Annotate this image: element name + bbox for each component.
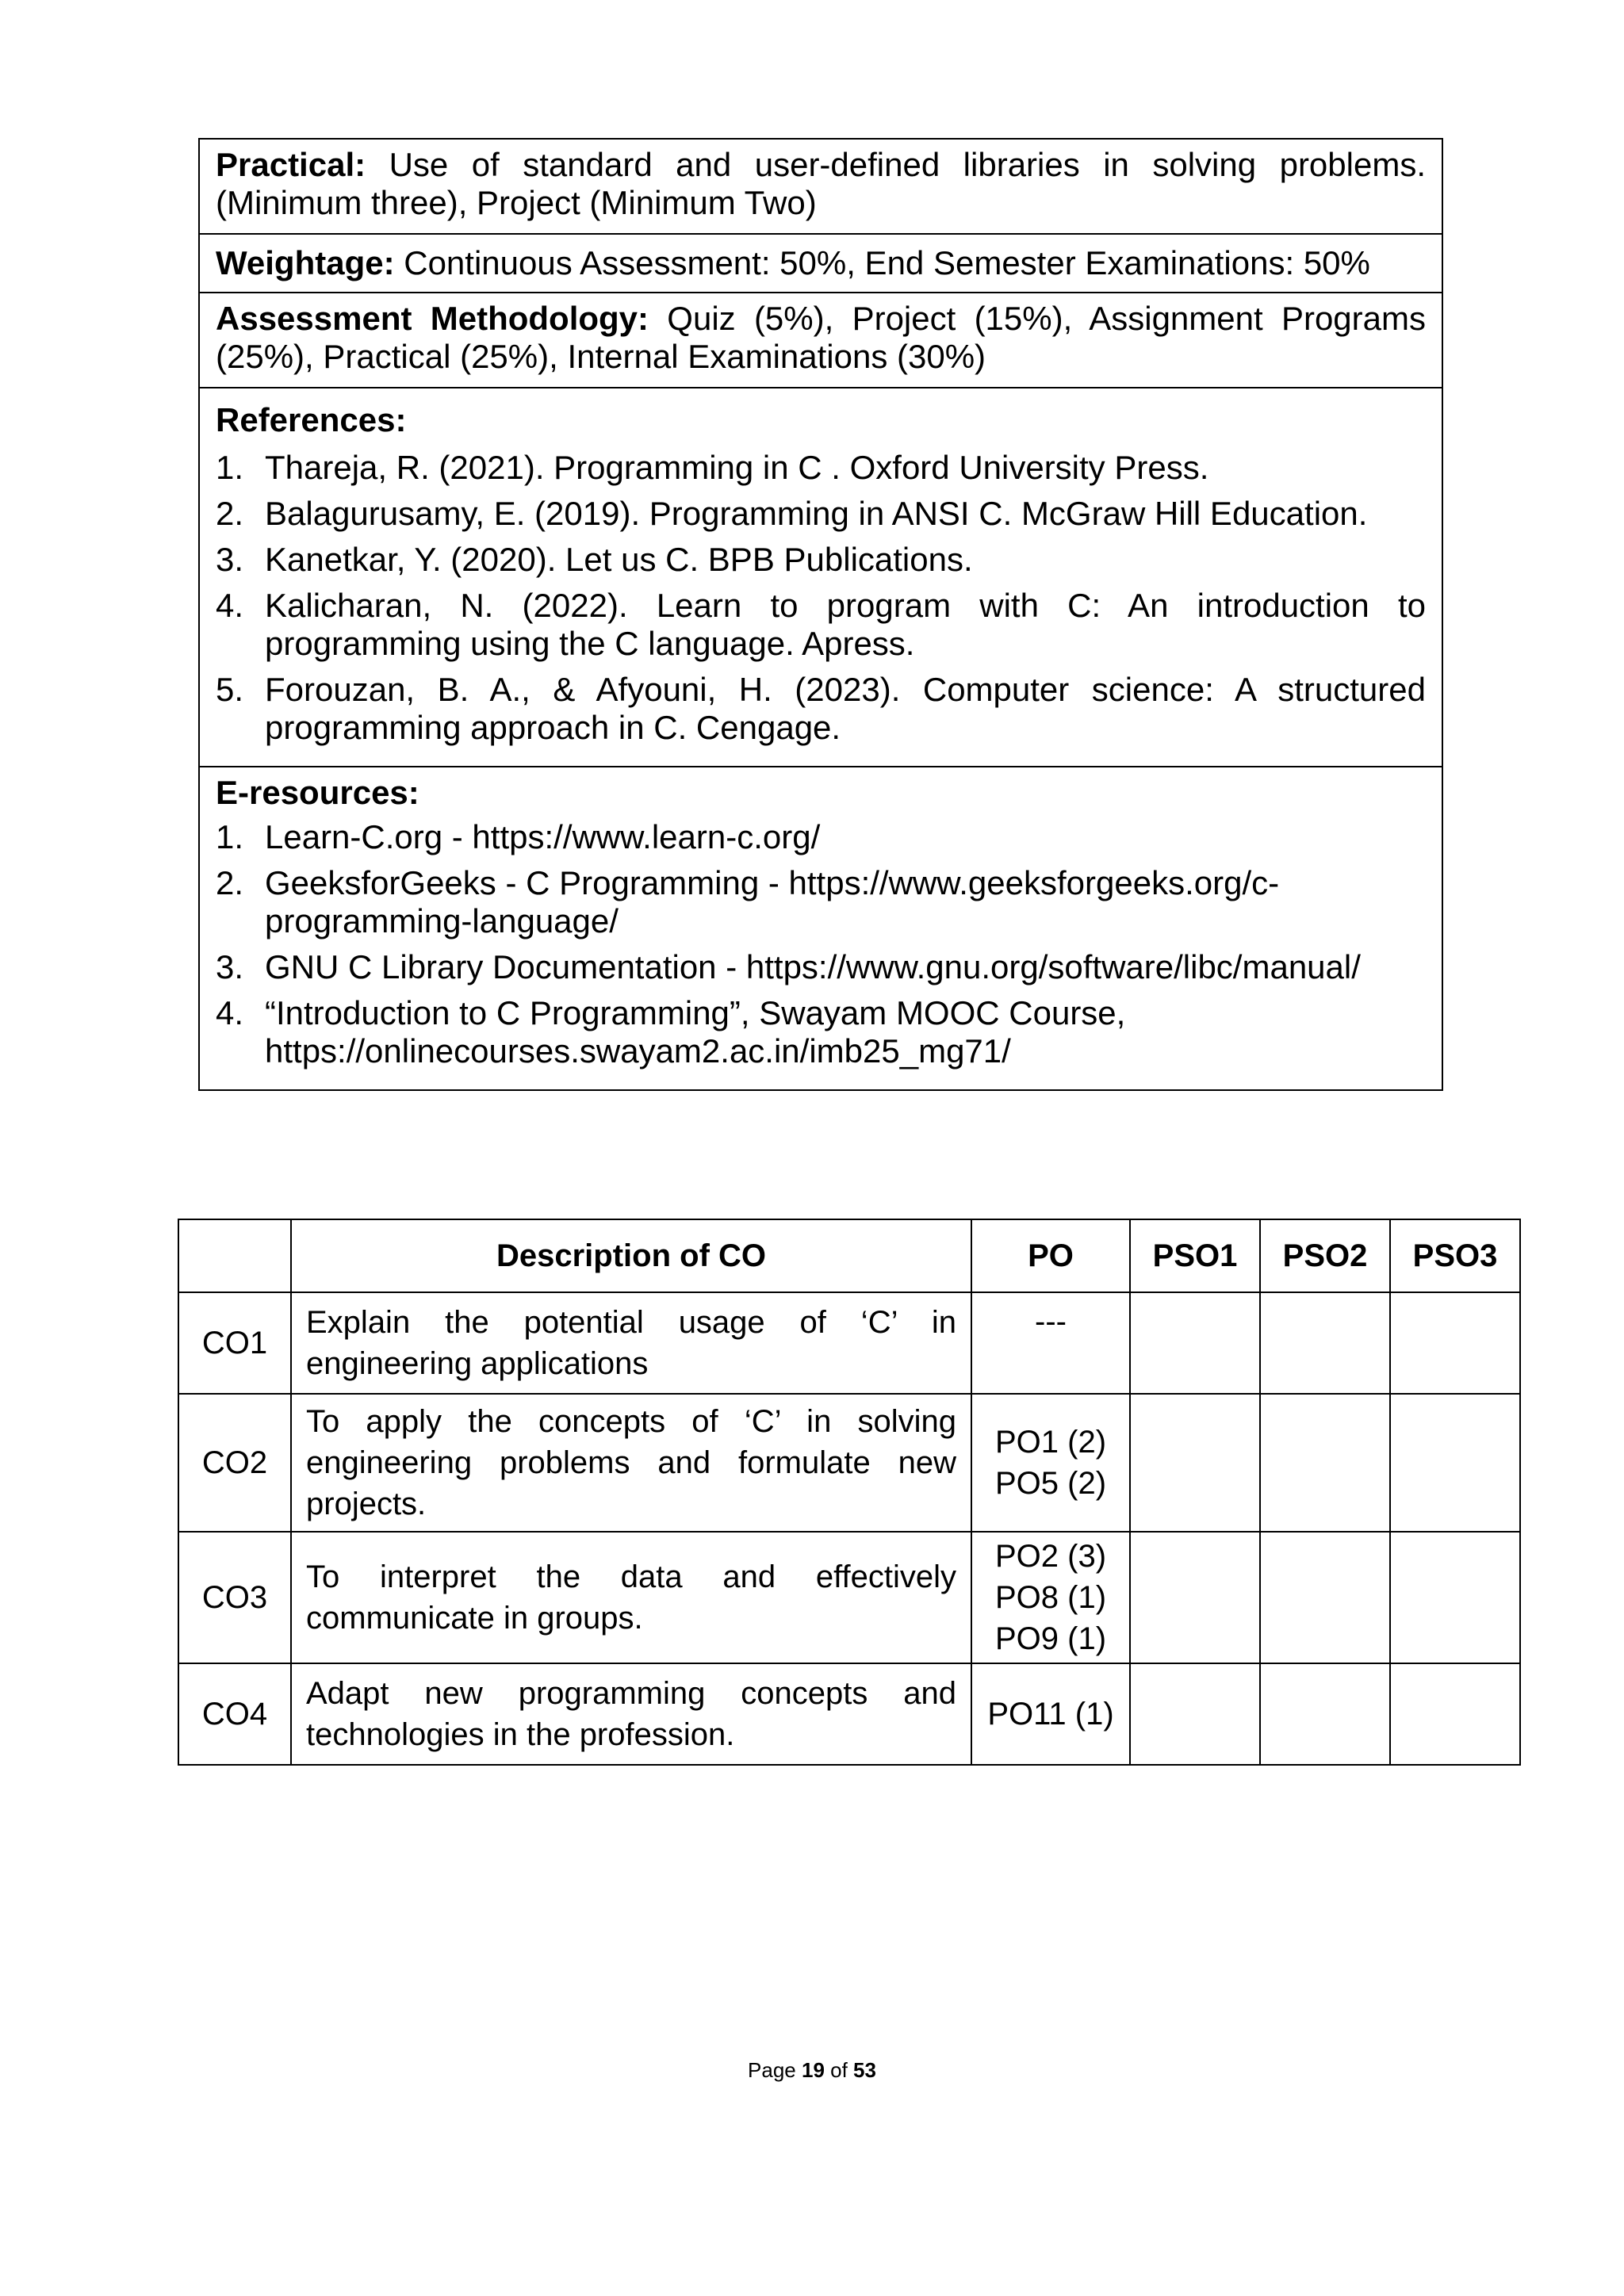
pso3-cell [1390, 1532, 1520, 1663]
practical-text: Use of standard and user-defined libraries in solving problems. (Minimum three), Project (Minimum Two) [216, 146, 1426, 221]
weightage-row [199, 234, 1442, 293]
co-code: CO4 [178, 1663, 291, 1765]
header-description: Description of CO [291, 1219, 971, 1292]
po-value: --- [1035, 1304, 1067, 1339]
reference-item [216, 587, 1426, 663]
reference-text: Thareja, R. (2021). Programming in C . Oxford University Press. [265, 449, 1209, 486]
eresource-item [216, 994, 1426, 1070]
reference-text: Balagurusamy, E. (2019). Programming in ANSI C. McGraw Hill Education. [265, 495, 1368, 532]
pso2-cell [1260, 1532, 1390, 1663]
references-heading: References: [216, 401, 407, 438]
co-description: To apply the concepts of ‘C’ in solving engineering problems and formulate new projects. [291, 1394, 971, 1532]
references-list [216, 449, 1426, 747]
po-mapping [971, 1292, 1130, 1394]
references-row [199, 388, 1442, 767]
pso2-cell [1260, 1292, 1390, 1394]
assessment-cell [199, 293, 1442, 388]
practical-label: Practical: [216, 146, 366, 183]
pso1-cell [1130, 1394, 1260, 1532]
reference-item [216, 671, 1426, 747]
eresource-number: 3. [216, 948, 244, 985]
po-value: PO11 (1) [987, 1697, 1114, 1732]
table-row [178, 1532, 1520, 1663]
po-value: PO9 (1) [994, 1621, 1107, 1656]
co-code: CO1 [178, 1292, 291, 1394]
weightage-label: Weightage: [216, 244, 395, 281]
po-mapping [971, 1532, 1130, 1663]
po-mapping [971, 1663, 1130, 1765]
eresource-text: GeeksforGeeks - C Programming - https://www.geeksforgeeks.org/c-programming-language/ [265, 864, 1280, 939]
reference-text: Forouzan, B. A., & Afyouni, H. (2023). Computer science: A structured programming approach in C. Cengage. [265, 671, 1426, 746]
assessment-row [199, 293, 1442, 388]
eresource-item [216, 948, 1426, 986]
reference-number: 5. [216, 671, 244, 708]
header-pso3: PSO3 [1390, 1219, 1520, 1292]
co-header-row [178, 1219, 1520, 1292]
reference-text: Kanetkar, Y. (2020). Let us C. BPB Publications. [265, 541, 973, 578]
table-row [178, 1292, 1520, 1394]
header-po: PO [971, 1219, 1130, 1292]
pso3-cell [1390, 1663, 1520, 1765]
weightage-text: Continuous Assessment: 50%, End Semester Examinations: 50% [394, 244, 1370, 281]
page-of: of [824, 2058, 854, 2082]
weightage-cell [199, 234, 1442, 293]
reference-item [216, 495, 1426, 533]
reference-number: 2. [216, 495, 244, 532]
eresource-text: “Introduction to C Programming”, Swayam MOOC Course, https://onlinecourses.swayam2.ac.in/imb25_mg71/ [265, 994, 1126, 1070]
pso1-cell [1130, 1532, 1260, 1663]
practical-row [199, 139, 1442, 234]
pso1-cell [1130, 1292, 1260, 1394]
co-description: To interpret the data and effectively communicate in groups. [291, 1532, 971, 1663]
co-description: Explain the potential usage of ‘C’ in engineering applications [291, 1292, 971, 1394]
page-prefix: Page [748, 2058, 802, 2082]
reference-item [216, 541, 1426, 579]
eresource-text: Learn-C.org - https://www.learn-c.org/ [265, 818, 821, 855]
eresource-number: 1. [216, 818, 244, 855]
po-value: PO5 (2) [994, 1466, 1107, 1501]
assessment-label: Assessment Methodology: [216, 300, 649, 337]
reference-text: Kalicharan, N. (2022). Learn to program with C: An introduction to programming using the C language. Apress. [265, 587, 1426, 662]
co-code: CO3 [178, 1532, 291, 1663]
eresources-list [216, 818, 1426, 1070]
header-pso1: PSO1 [1130, 1219, 1260, 1292]
eresource-item [216, 818, 1426, 856]
pso3-cell [1390, 1292, 1520, 1394]
reference-number: 4. [216, 587, 244, 624]
table-row [178, 1663, 1520, 1765]
co-mapping-table [178, 1219, 1521, 1766]
table-row [178, 1394, 1520, 1532]
eresource-text: GNU C Library Documentation - https://www.gnu.org/software/libc/manual/ [265, 948, 1361, 985]
eresource-number: 4. [216, 994, 244, 1031]
header-pso2: PSO2 [1260, 1219, 1390, 1292]
header-blank [178, 1219, 291, 1292]
eresources-row [199, 767, 1442, 1090]
pso2-cell [1260, 1663, 1390, 1765]
eresources-heading: E-resources: [216, 774, 419, 811]
pso1-cell [1130, 1663, 1260, 1765]
eresource-item [216, 864, 1426, 940]
references-cell [199, 388, 1442, 767]
assessment-text: Quiz (5%), Project (15%), Assignment Programs (25%), Practical (25%), Internal Examinations (30%) [216, 300, 1426, 375]
reference-number: 1. [216, 449, 244, 486]
eresources-cell [199, 767, 1442, 1090]
co-description: Adapt new programming concepts and technologies in the profession. [291, 1663, 971, 1765]
reference-item [216, 449, 1426, 487]
eresource-number: 2. [216, 864, 244, 901]
po-value: PO2 (3) [994, 1539, 1107, 1574]
practical-cell [199, 139, 1442, 234]
course-details-table [198, 138, 1443, 1091]
pso3-cell [1390, 1394, 1520, 1532]
pso2-cell [1260, 1394, 1390, 1532]
page-footer [0, 2058, 1624, 2083]
co-code: CO2 [178, 1394, 291, 1532]
page-total: 53 [853, 2058, 876, 2082]
reference-number: 3. [216, 541, 244, 578]
page-number: 19 [801, 2058, 825, 2082]
po-value: PO8 (1) [994, 1580, 1107, 1615]
po-mapping [971, 1394, 1130, 1532]
po-value: PO1 (2) [994, 1425, 1107, 1460]
